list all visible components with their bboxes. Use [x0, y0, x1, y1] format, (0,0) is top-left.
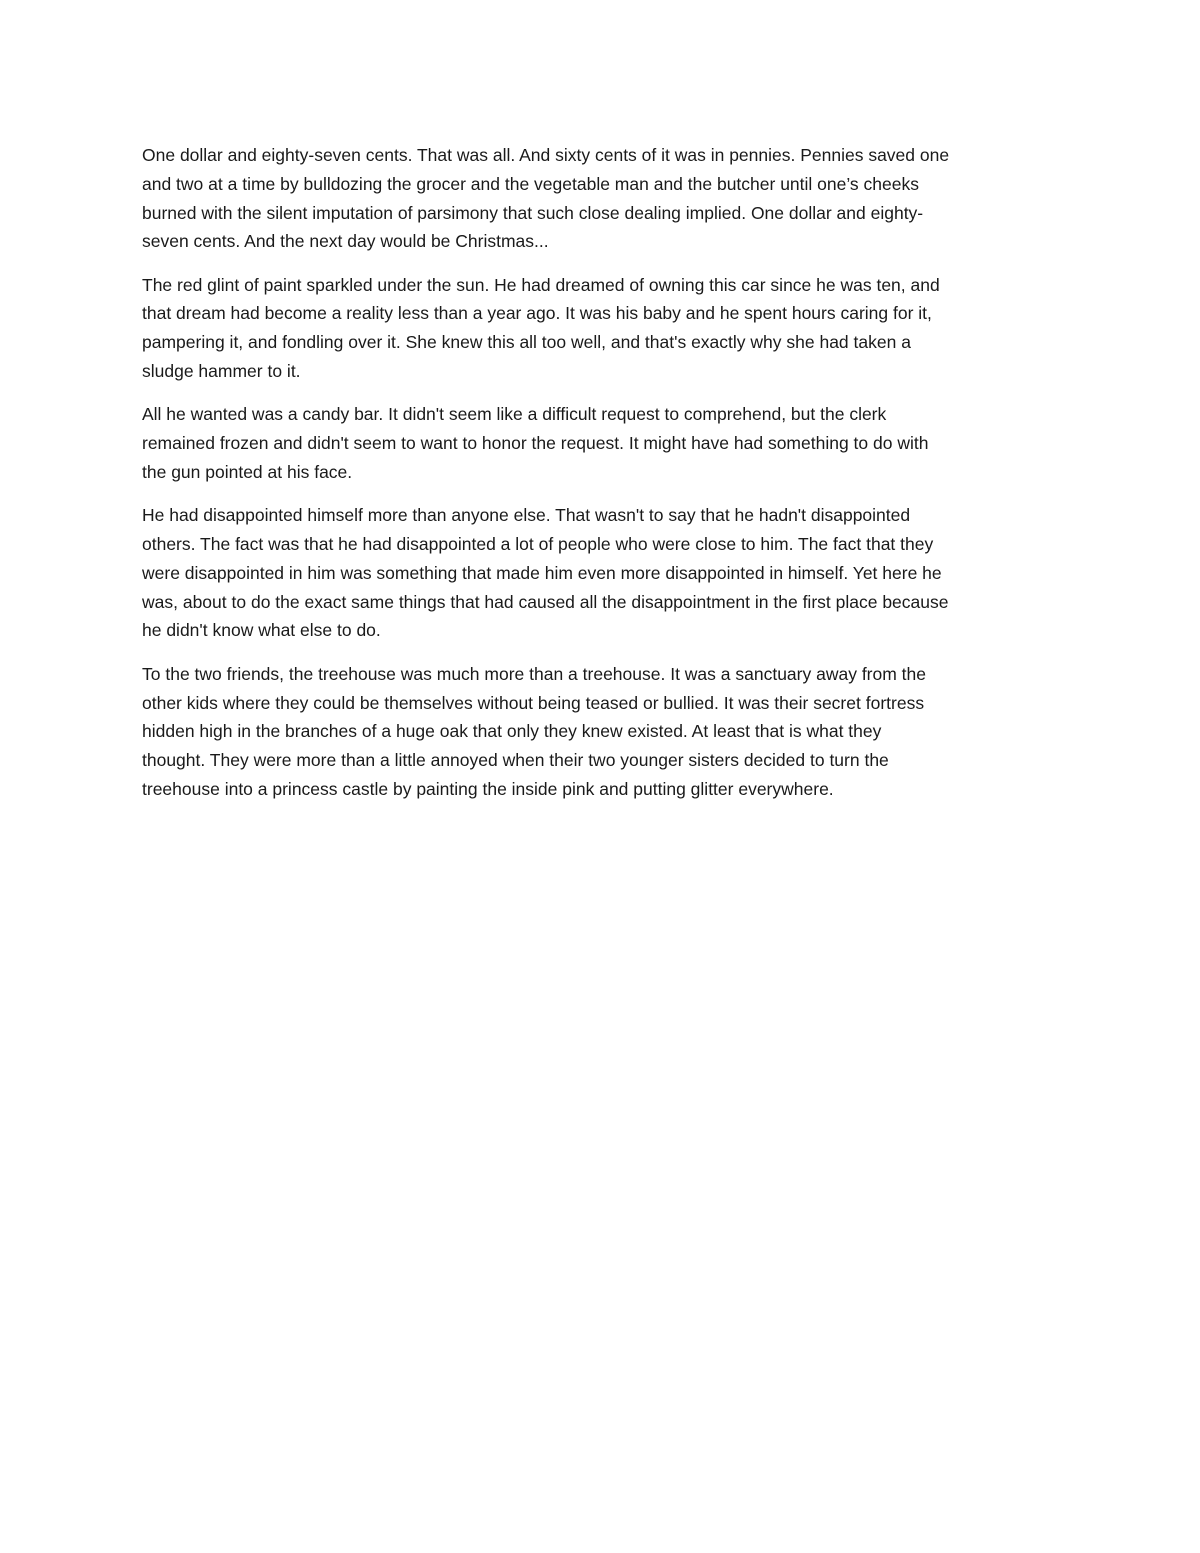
paragraph-2 — [142, 271, 1062, 386]
paragraph-4 — [142, 501, 1062, 645]
paragraph-3 — [142, 400, 1062, 486]
text-line: All he wanted was a candy bar. It didn't seem like a difficult request to comprehend, but the clerk — [142, 404, 887, 425]
document-body — [142, 141, 1062, 818]
text-line: remained frozen and didn't seem to want to honor the request. It might have had something to do with — [142, 433, 929, 454]
text-line: The red glint of paint sparkled under the sun. He had dreamed of owning this car since he was ten, and — [142, 274, 940, 295]
text-line: others. The fact was that he had disappointed a lot of people who were close to him. The fact that they — [142, 534, 934, 555]
paragraph-1 — [142, 141, 1062, 256]
text-line: pampering it, and fondling over it. She knew this all too well, and that's exactly why she had taken a — [142, 332, 911, 353]
text-line: seven cents. And the next day would be Christmas... — [142, 231, 549, 252]
text-line: treehouse into a princess castle by painting the inside pink and putting glitter everywhere. — [142, 778, 834, 799]
text-line: To the two friends, the treehouse was much more than a treehouse. It was a sanctuary away from the — [142, 663, 927, 684]
text-line: and two at a time by bulldozing the grocer and the vegetable man and the butcher until one’s cheeks — [142, 173, 919, 194]
text-line: he didn't know what else to do. — [142, 620, 381, 641]
text-line: One dollar and eighty-seven cents. That was all. And sixty cents of it was in pennies. Pennies saved one — [142, 145, 950, 165]
text-line: sludge hammer to it. — [142, 361, 301, 382]
text-line: hidden high in the branches of a huge oak that only they knew existed. At least that is what they — [142, 721, 882, 742]
text-line: that dream had become a reality less than a year ago. It was his baby and he spent hours caring for it, — [142, 303, 932, 324]
text-line: the gun pointed at his face. — [142, 461, 353, 482]
paragraph-5 — [142, 660, 1062, 804]
text-line: was, about to do the exact same things that had caused all the disappointment in the first place because — [142, 591, 949, 612]
text-line: He had disappointed himself more than anyone else. That wasn't to say that he hadn't disappointed — [142, 505, 911, 526]
text-line: burned with the silent imputation of parsimony that such close dealing implied. One dollar and eighty- — [142, 202, 924, 223]
text-line: other kids where they could be themselves without being teased or bullied. It was their secret fortress — [142, 692, 925, 713]
text-line: thought. They were more than a little annoyed when their two younger sisters decided to turn the — [142, 750, 889, 771]
text-line: were disappointed in him was something that made him even more disappointed in himself. Yet here he — [142, 562, 942, 583]
